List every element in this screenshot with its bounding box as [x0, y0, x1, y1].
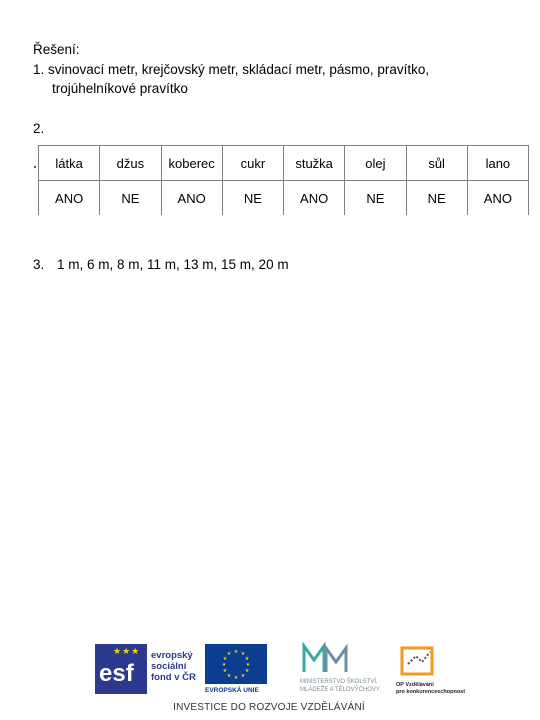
esf-logo [95, 644, 199, 694]
solution-heading: Řešení: [33, 42, 80, 57]
svg-text:★: ★ [222, 656, 228, 662]
table-cell: ANO [284, 181, 345, 216]
table-header-row [39, 146, 529, 181]
table-header-cell: látka [39, 146, 100, 181]
eu-label: EVROPSKÁ UNIE [205, 687, 259, 694]
table-header-cell: koberec [161, 146, 222, 181]
table-cell: NE [406, 181, 467, 216]
op-mark-icon [398, 644, 438, 678]
msmt-logo [300, 642, 390, 694]
svg-text:★: ★ [221, 662, 227, 668]
svg-text:★: ★ [240, 651, 246, 657]
msmt-mark-icon [300, 642, 350, 676]
table-row [39, 181, 529, 216]
esf-label [151, 650, 211, 683]
table-header-cell: stužka [284, 146, 345, 181]
table-header-cell: džus [100, 146, 161, 181]
answer-3-label: 3. [33, 257, 45, 272]
svg-text:★: ★ [222, 668, 228, 674]
table-header-cell: sůl [406, 146, 467, 181]
answer-1-line-b: trojúhelníkové pravítko [52, 81, 188, 96]
msmt-label-line: MLÁDEŽE A TĚLOVÝCHOVY [300, 687, 380, 693]
svg-text:★: ★ [226, 673, 232, 679]
op-logo [396, 644, 466, 696]
svg-text:★: ★ [244, 656, 250, 662]
op-label-line: OP Vzdělávání [396, 682, 434, 688]
answer-3-text: 1 m, 6 m, 8 m, 11 m, 13 m, 15 m, 20 m [57, 257, 289, 272]
svg-text:★: ★ [244, 668, 250, 674]
table-header-cell: lano [467, 146, 528, 181]
table-header-cell: cukr [222, 146, 283, 181]
op-label [396, 682, 465, 696]
svg-text:★: ★ [240, 673, 246, 679]
table-cell: NE [345, 181, 406, 216]
esf-mark [95, 644, 147, 694]
esf-label-line: fond v ČR [151, 672, 196, 683]
svg-text:★: ★ [233, 675, 239, 681]
svg-text:★: ★ [226, 651, 232, 657]
table-header-cell: olej [345, 146, 406, 181]
answer-3 [33, 257, 289, 272]
op-label-line: pro konkurenceschopnost [396, 689, 466, 695]
stray-dot [34, 166, 36, 168]
table-cell: ANO [161, 181, 222, 216]
svg-text:★: ★ [233, 649, 239, 655]
msmt-label [300, 678, 380, 694]
svg-text:★: ★ [245, 662, 251, 668]
table-cell: ANO [467, 181, 528, 216]
answer-2-label: 2. [33, 121, 45, 136]
msmt-label-line: MINISTERSTVO ŠKOLSTVÍ, [300, 679, 378, 685]
funding-logos [0, 640, 540, 720]
answer-1-line-a: 1. svinovací metr, krejčovský metr, skládací metr, pásmo, pravítko, [33, 62, 430, 77]
eu-logo [205, 644, 267, 694]
star-icon: ★★★ [113, 646, 141, 656]
table-cell: NE [222, 181, 283, 216]
table-cell: ANO [39, 181, 100, 216]
esf-label-line: sociální [151, 661, 187, 672]
investice-text: INVESTICE DO ROZVOJE VZDĚLÁVÁNÍ [173, 702, 365, 713]
investice-banner [0, 702, 540, 713]
eu-flag-icon [205, 644, 267, 684]
esf-label-line: evropský [151, 650, 193, 661]
table-cell: NE [100, 181, 161, 216]
esf-mark-text: esf [99, 660, 134, 687]
materials-table [38, 145, 529, 215]
